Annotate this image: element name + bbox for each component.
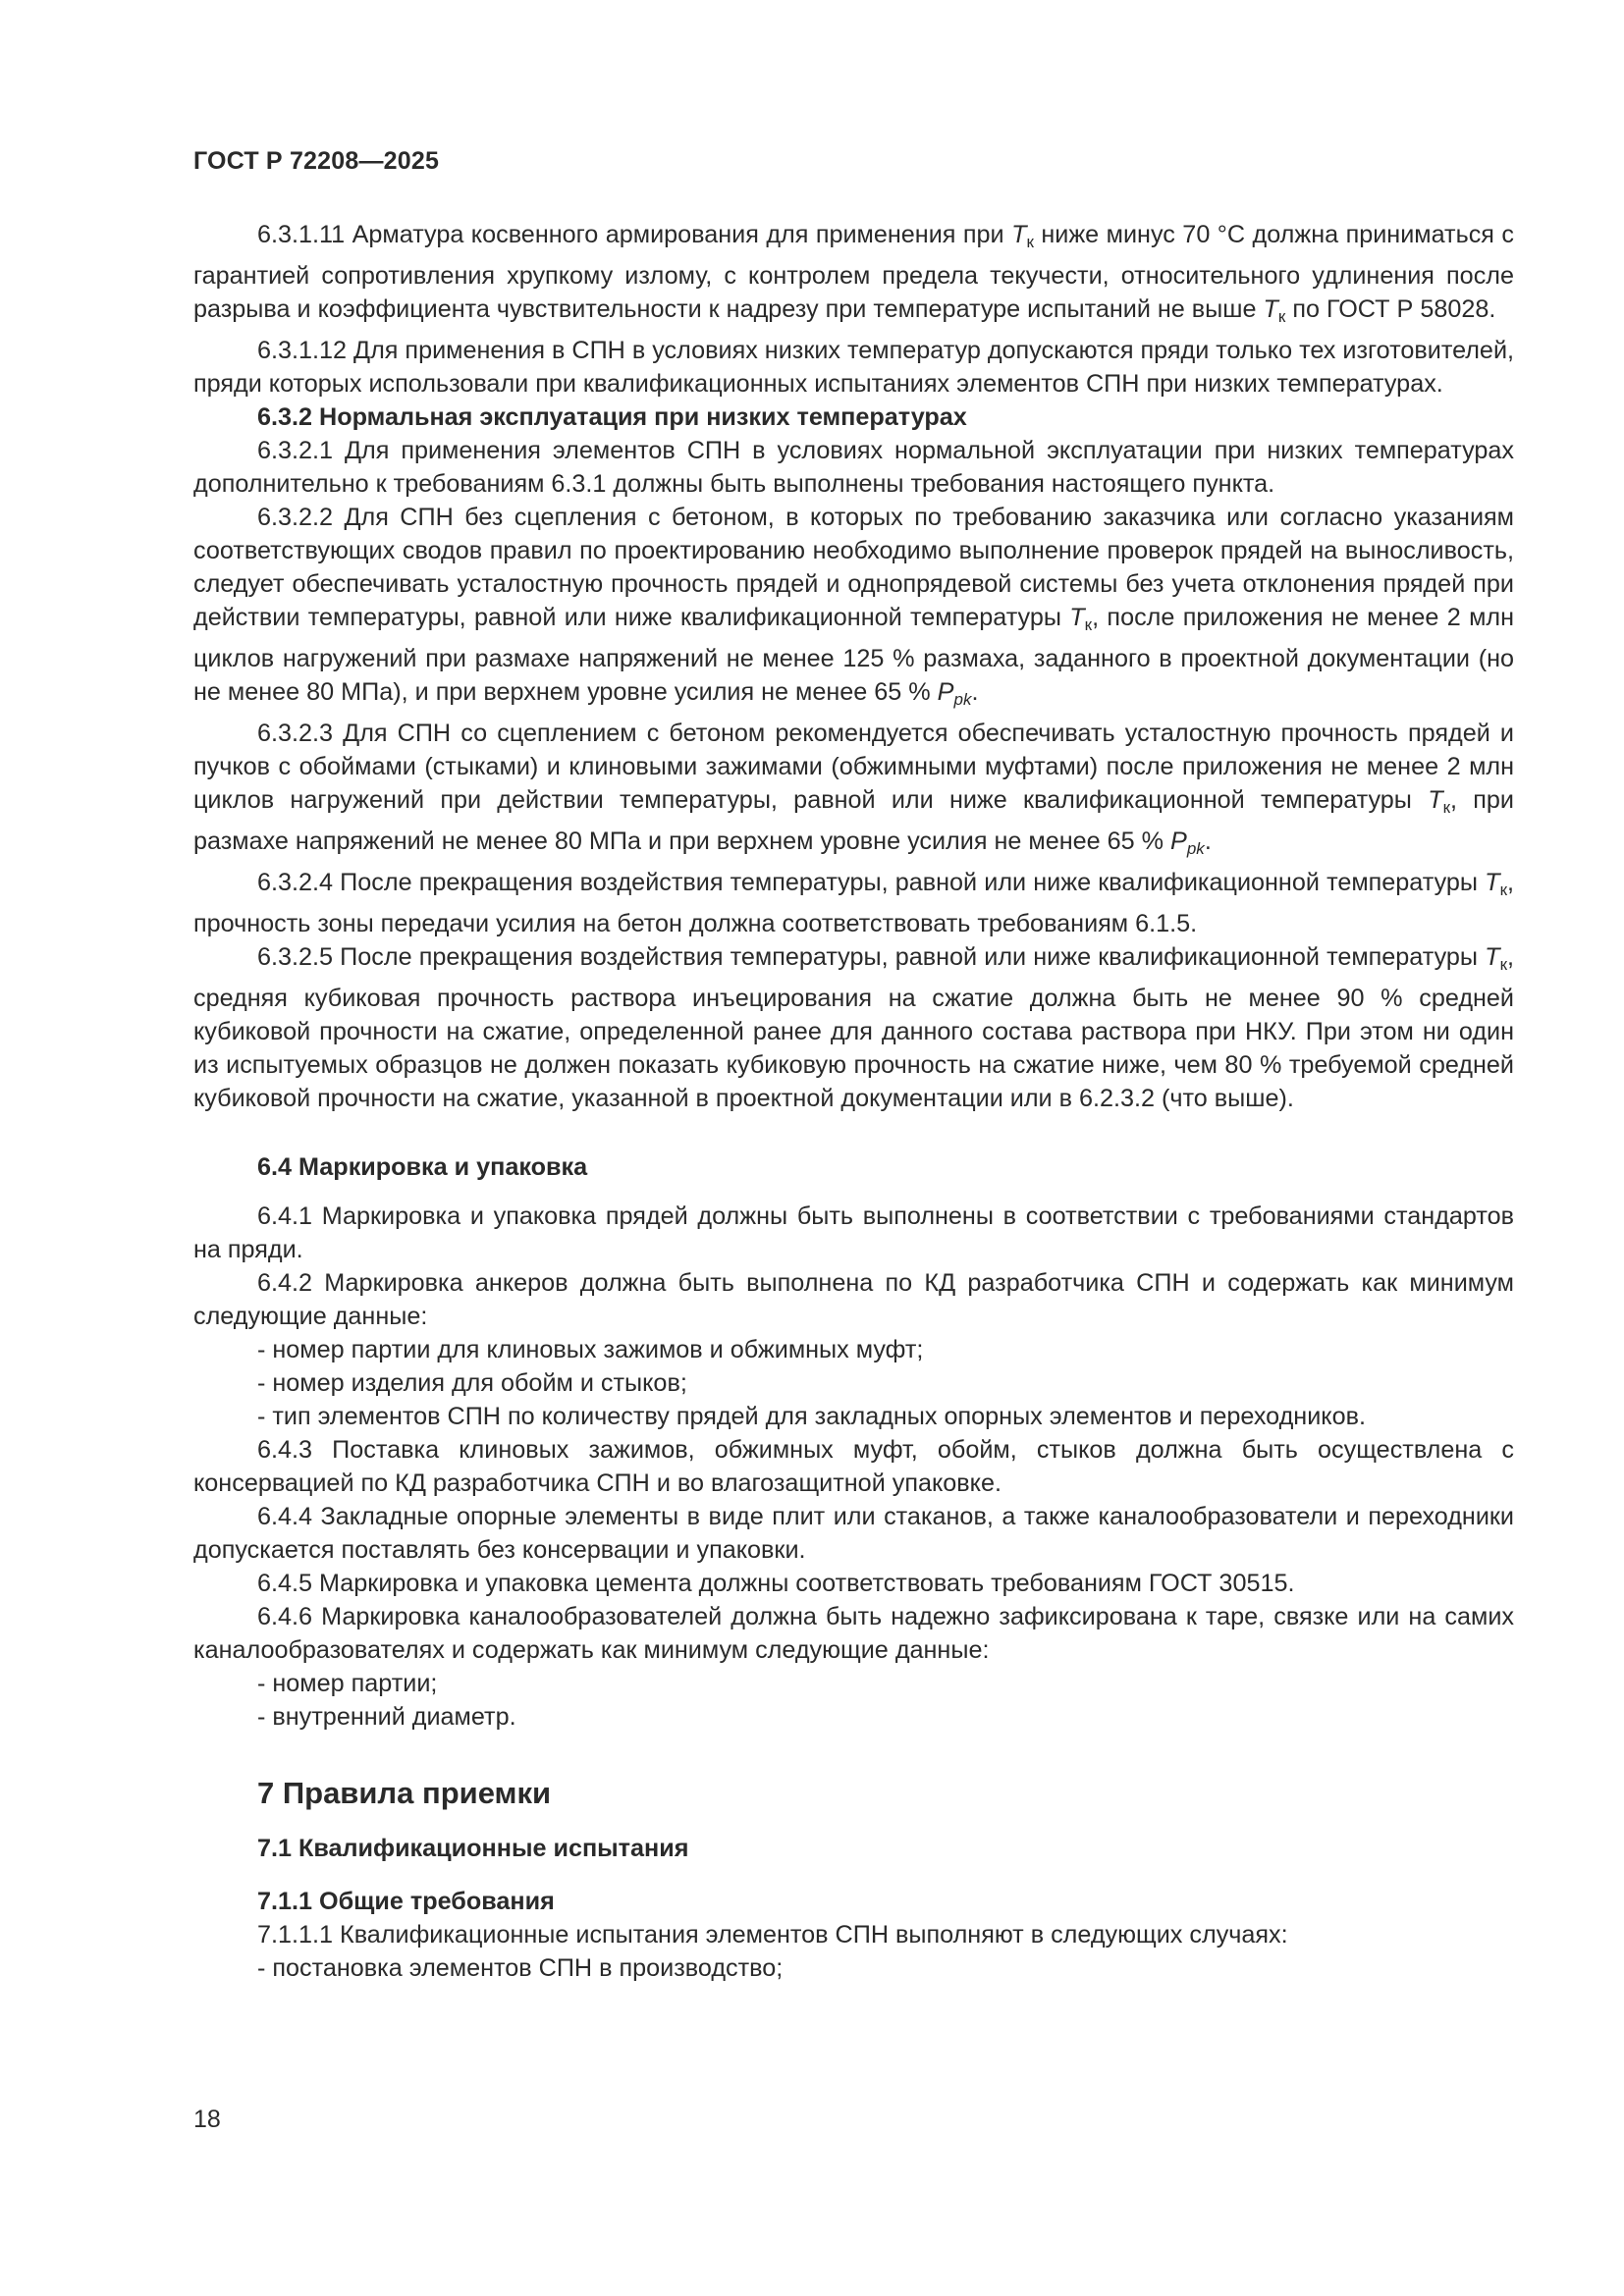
list-item: - внутренний диаметр. (257, 1703, 516, 1731)
paragraph-6-3-2-5: 6.3.2.5 После прекращения воздействия температуры, равной или ниже квалификационной температуры $T_к$, средняя кубиковая прочность раствора инъецирования на сжатие должна быть не менее 90 % средней кубиковой прочности на сжатие, определенной ранее для данного состава раствора при НКУ. При этом ни один из испытуемых образцов не должен показать кубиковую прочность на сжатие ниже, чем 80 % требуемой средней кубиковой прочности на сжатие, указанной в проектной документации или в 6.2.3.2 (что выше). (193, 943, 1514, 1112)
paragraph-6-4-5: 6.4.5 Маркировка и упаковка цемента должны соответствовать требованиям ГОСТ 30515. (257, 1570, 1295, 1597)
paragraph-6-3-2-3: 6.3.2.3 Для СПН со сцеплением с бетоном рекомендуется обеспечивать усталостную прочность прядей и пучков с обоймами (стыками) и клиновыми зажимами (обжимными муфтами) после приложения не менее 2 млн циклов нагружений при действии температуры, равной или ниже квалификационной температуры $T_к$, при размахе напряжений не менее 80 МПа и при верхнем уровне усилия не менее 65 % $P_{pk}$. (193, 720, 1514, 858)
heading-6-4: 6.4 Маркировка и упаковка (257, 1153, 588, 1181)
paragraph-6-3-2-2: 6.3.2.2 Для СПН без сцепления с бетоном, в которых по требованию заказчика или согласно указаниям соответствующих сводов правил по проектированию необходимо выполнение проверок прядей на выносливость, следует обеспечивать усталостную прочность прядей и однопрядевой системы без учета отклонения прядей при действии температуры, равной или ниже квалификационной температуры $T_к$, после приложения не менее 2 млн циклов нагружений при размахе напряжений не менее 125 % размаха, заданного в проектной документации (но не менее 80 МПа), и при верхнем уровне усилия не менее 65 % $P_{pk}$. (193, 504, 1514, 709)
paragraph-6-3-2-4: 6.3.2.4 После прекращения воздействия температуры, равной или ниже квалификационной температуры $T_к$, прочность зоны передачи усилия на бетон должна соответствовать требованиям 6.1.5. (193, 869, 1514, 937)
paragraph-6-4-2: 6.4.2 Маркировка анкеров должна быть выполнена по КД разработчика СПН и содержать как минимум следующие данные: (193, 1269, 1514, 1330)
paragraph-6-4-4: 6.4.4 Закладные опорные элементы в виде плит или стаканов, а также каналообразователи и переходники допускается поставлять без консервации и упаковки. (193, 1503, 1514, 1564)
list-item: - номер партии; (257, 1670, 438, 1697)
paragraph-6-4-1: 6.4.1 Маркировка и упаковка прядей должны быть выполнены в соответствии с требованиями стандартов на пряди. (193, 1202, 1514, 1263)
heading-7-1: 7.1 Квалификационные испытания (257, 1835, 689, 1862)
paragraph-6-3-2-1: 6.3.2.1 Для применения элементов СПН в условиях нормальной эксплуатации при низких температурах дополнительно к требованиям 6.3.1 должны быть выполнены требования настоящего пункта. (193, 437, 1514, 498)
heading-chapter-7: 7 Правила приемки (257, 1776, 552, 1810)
document-body (193, 218, 1514, 1985)
heading-7-1-1: 7.1.1 Общие требования (257, 1888, 555, 1915)
paragraph-7-1-1-1: 7.1.1.1 Квалификационные испытания элементов СПН выполняют в следующих случаях: (257, 1921, 1288, 1949)
paragraph-6-3-1-11: 6.3.1.11 Арматура косвенного армирования для применения при $T_к$ ниже минус 70 °С должна приниматься с гарантией сопротивления хрупкому излому, с контролем предела текучести, относительного удлинения после разрыва и коэффициента чувствительности к надрезу при температуре испытаний не выше $T_к$ по ГОСТ Р 58028. (193, 221, 1514, 326)
paragraph-6-4-6: 6.4.6 Маркировка каналообразователей должна быть надежно зафиксирована к таре, связке или на самих каналообразователях и содержать как минимум следующие данные: (193, 1603, 1514, 1664)
list-item: - постановка элементов СПН в производство; (257, 1954, 784, 1982)
page-number: 18 (193, 2106, 221, 2133)
heading-6-3-2: 6.3.2 Нормальная эксплуатация при низких температурах (257, 403, 967, 431)
paragraph-6-4-3: 6.4.3 Поставка клиновых зажимов, обжимных муфт, обойм, стыков должна быть осуществлена с консервацией по КД разработчика СПН и во влагозащитной упаковке. (193, 1436, 1514, 1497)
list-item: - номер партии для клиновых зажимов и обжимных муфт; (257, 1336, 924, 1363)
document-code-header: ГОСТ Р 72208—2025 (193, 147, 440, 175)
list-item: - номер изделия для обойм и стыков; (257, 1369, 687, 1397)
paragraph-6-3-1-12: 6.3.1.12 Для применения в СПН в условиях низких температур допускаются пряди только тех изготовителей, пряди которых использовали при квалификационных испытаниях элементов СПН при низких температурах. (193, 337, 1515, 398)
list-item: - тип элементов СПН по количеству прядей для закладных опорных элементов и переходников. (257, 1403, 1366, 1430)
